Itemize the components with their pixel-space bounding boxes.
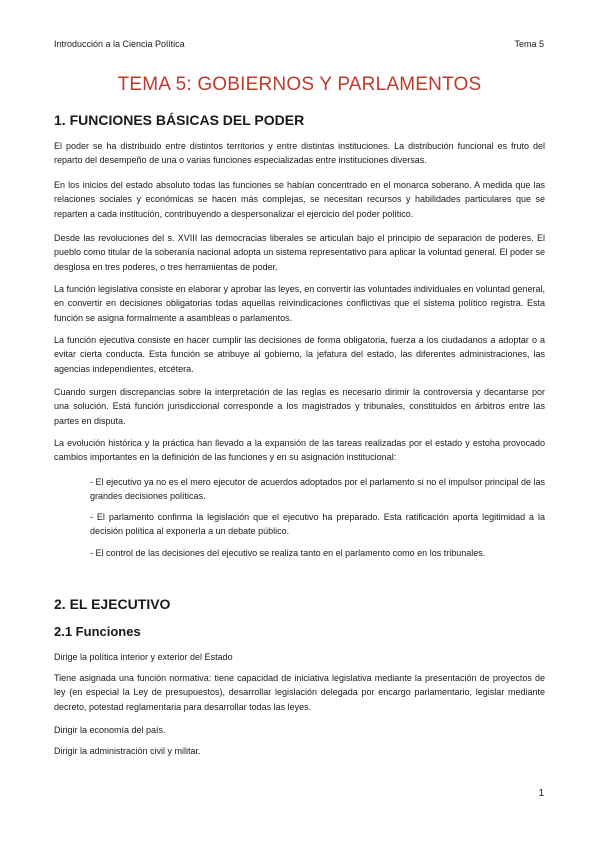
paragraph: Desde las revoluciones del s. XVIII las democracias liberales se articulan bajo el principio de separación de poderes. El pueblo como titular de la soberanía nacional adopta un sistema representativo para aplicar la voluntad general. El poder se desglosa en tres poderes, o tres herramientas de poder. [54, 233, 545, 272]
bullet-item: - El control de las decisiones del ejecutivo se realiza tanto en el parlamento como en los tribunales. [90, 548, 486, 558]
paragraph: El poder se ha distribuido entre distintos territorios y entre distintas instituciones. La distribución funcional es fruto del reparto del desempeño de una o varias funciones especializadas entre instituciones diversas. [54, 141, 545, 166]
bullet-item: - El ejecutivo ya no es el mero ejecutor de acuerdos adoptados por el parlamento si no el impulsor principal de las grandes decisiones políticas. [90, 477, 545, 502]
paragraph: Dirige la política interior y exterior del Estado [54, 652, 233, 662]
section-heading-1: 1. FUNCIONES BÁSICAS DEL PODER [54, 112, 305, 128]
paragraph: La función ejecutiva consiste en hacer cumplir las decisiones de forma obligatoria, fuerza a los ciudadanos a adoptar o a evitar cierta conducta. Esta función se atribuye al gobierno, la jefatura del estado, las diferentes administraciones, las agencias independientes, etcétera. [54, 335, 545, 374]
running-header-topic: Tema 5 [514, 39, 544, 49]
paragraph: En los inicios del estado absoluto todas las funciones se habían concentrado en el monarca soberano. A medida que las relaciones sociales y económicas se hacen más complejas, se necesitan recursos y habilidades particulares que se reparten a cada institución, contribuyendo a despersonalizar el ejercicio del poder político. [54, 180, 545, 219]
page-number: 1 [538, 788, 544, 799]
subsection-heading: 2.1 Funciones [54, 624, 141, 639]
paragraph: Cuando surgen discrepancias sobre la interpretación de las reglas es necesario dirimir la controversia y decantarse por una solución. Está función jurisdiccional corresponde a los magistrados y tribunales, constituidos en árbitros entre las partes en disputa. [54, 387, 545, 426]
running-header-course: Introducción a la Ciencia Política [54, 39, 185, 49]
bullet-item: - El parlamento confirma la legislación que el ejecutivo ha preparado. Esta ratificación aporta legitimidad a la decisión política al exponerla a un debate público. [90, 512, 545, 537]
section-heading-2: 2. EL EJECUTIVO [54, 596, 171, 612]
paragraph: Dirigir la economía del país. [54, 725, 166, 735]
paragraph: La función legislativa consiste en elaborar y aprobar las leyes, en convertir las voluntades individuales en voluntad general, en convertir en decisiones obligatorias todas aquellas reivindicaciones conflictivas que el sistema político registra. Esta función se asigna formalmente a asambleas o parlamentos. [54, 284, 545, 323]
paragraph: La evolución histórica y la práctica han llevado a la expansión de las tareas realizadas por el estado y estoha provocado cambios importantes en la definición de las funciones y en su asignación institucional: [54, 438, 545, 463]
paragraph: Dirigir la administración civil y militar. [54, 746, 201, 756]
document-title: TEMA 5: GOBIERNOS Y PARLAMENTOS [117, 74, 482, 95]
paragraph: Tiene asignada una función normativa: tiene capacidad de iniciativa legislativa mediante la presentación de proyectos de ley (en especial la Ley de presupuestos), desarrollar legislación delegada por encargo parlamentario, legislar mediante decreto, potestad reglamentaria para desarrollar todas las leyes. [54, 673, 545, 712]
